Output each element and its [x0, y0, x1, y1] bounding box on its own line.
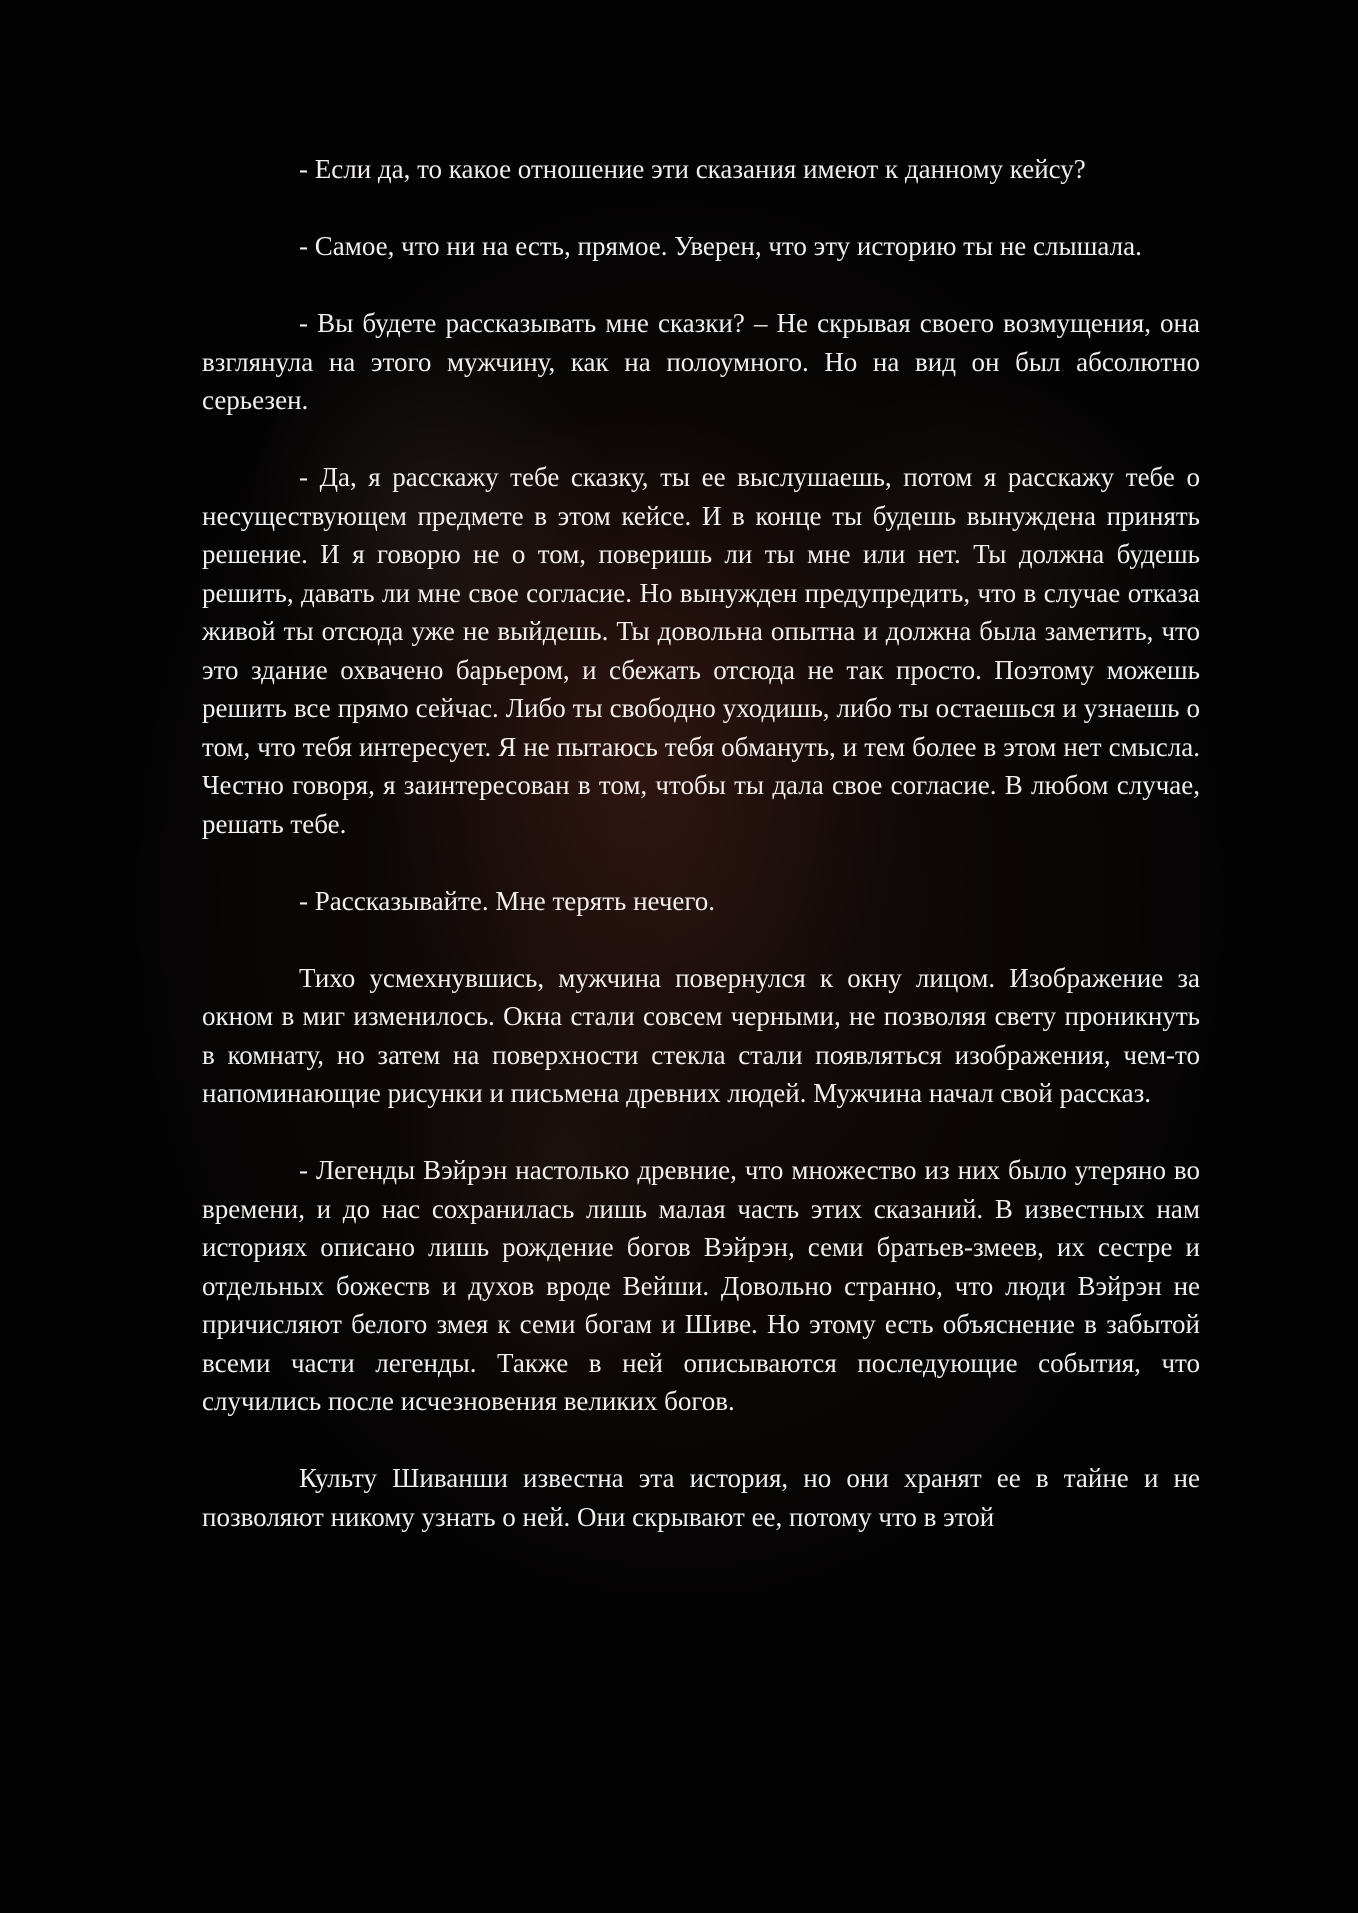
paragraph-4: - Да, я расскажу тебе сказку, ты ее выслушаешь, потом я расскажу тебе о несуществующем предмете в этом кейсе. И в конце ты будешь вынуждена принять решение. И я говорю не о том, поверишь ли ты мне или нет. Ты должна будешь решить, давать ли мне свое согласие. Но вынужден предупредить, что в случае отказа живой ты отсюда уже не выйдешь. Ты довольна опытна и должна была заметить, что это здание охвачено барьером, и сбежать отсюда не так просто. Поэтому можешь решить все прямо сейчас. Либо ты свободно уходишь, либо ты остаешься и узнаешь о том, что тебя интересует. Я не пытаюсь тебя обмануть, и тем более в этом нет смысла. Честно говоря, я заинтересован в том, чтобы ты дала свое согласие. В любом случае, решать тебе.	[202, 462, 1200, 839]
story-text	[202, 150, 1200, 1536]
paragraph-2: - Самое, что ни на есть, прямое. Уверен, что эту историю ты не слышала.	[299, 231, 1142, 261]
paragraph-7: - Легенды Вэйрэн настолько древние, что множество из них было утеряно во времени, и до нас сохранилась лишь малая часть этих сказаний. В известных нам историях описано лишь рождение богов Вэйрэн, семи братьев-змеев, их сестре и отдельных божеств и духов вроде Вейши. Довольно странно, что люди Вэйрэн не причисляют белого змея к семи богам и Шиве. Но этому есть объяснение в забытой всеми части легенды. Также в ней описываются последующие события, что случились после исчезновения великих богов.	[202, 1155, 1200, 1416]
paragraph-1: - Если да, то какое отношение эти сказания имеют к данному кейсу?	[299, 154, 1086, 184]
paragraph-6: Тихо усмехнувшись, мужчина повернулся к окну лицом. Изображение за окном в миг изменилось. Окна стали совсем черными, не позволяя свету проникнуть в комнату, но затем на поверхности стекла стали появляться изображения, чем-то напоминающие рисунки и письмена древних людей. Мужчина начал свой рассказ.	[202, 962, 1200, 1108]
paragraph-5: - Рассказывайте. Мне терять нечего.	[299, 885, 716, 916]
paragraph-3: - Вы будете рассказывать мне сказки? – Не скрывая своего возмущения, она взглянула на этого мужчину, как на полоумного. Но на вид он был абсолютно серьезен.	[202, 308, 1200, 415]
paragraph-8: Культу Шиванши известна эта история, но они хранят ее в тайне и не позволяют никому узнать о ней. Они скрывают ее, потому что в этой	[202, 1463, 1200, 1532]
